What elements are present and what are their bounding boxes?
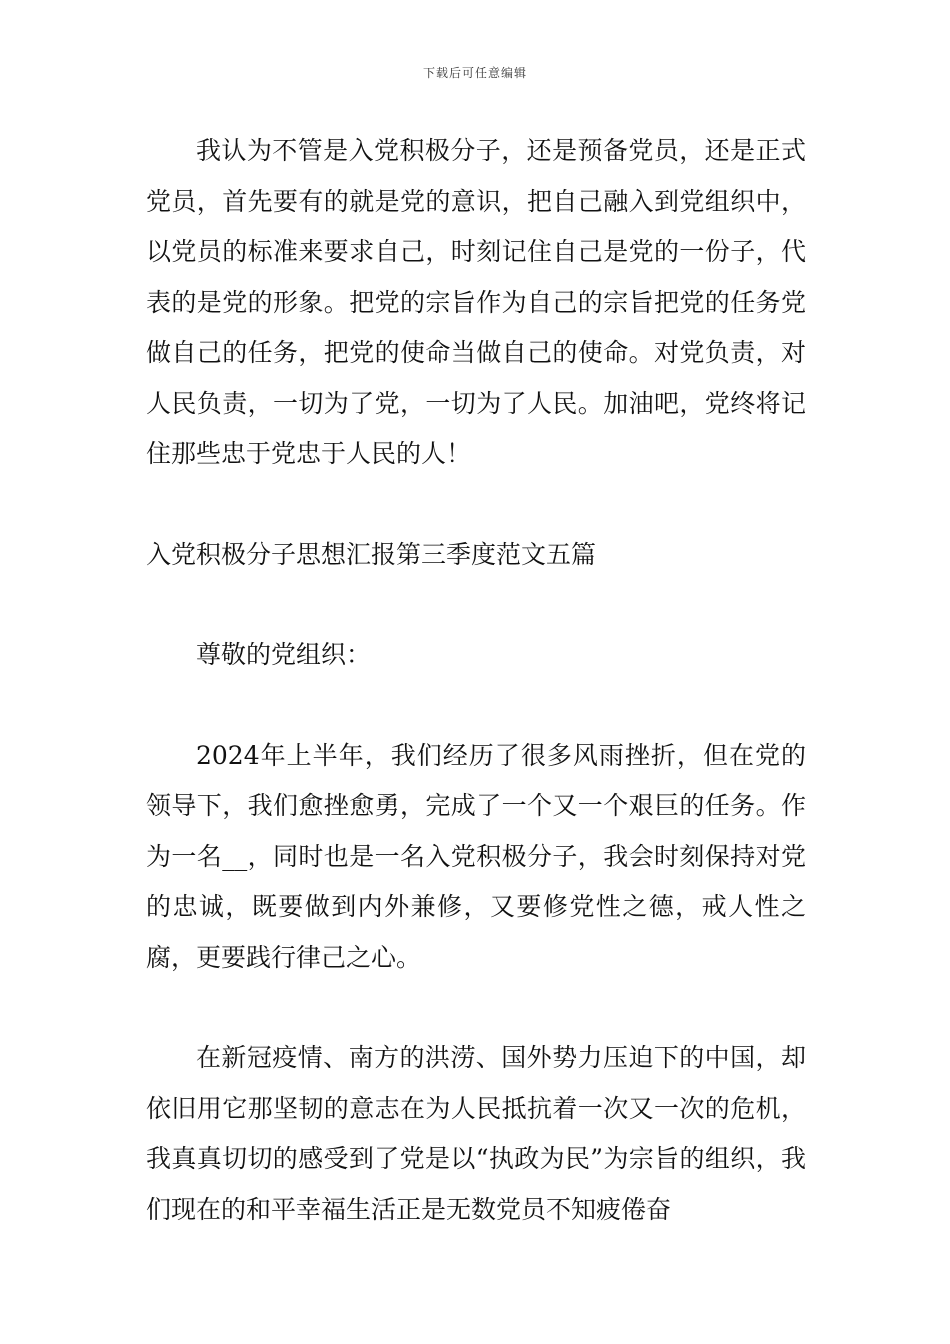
document-body: [146, 126, 806, 1235]
paragraph-spacer: [146, 983, 806, 1033]
paragraph-spacer: [146, 480, 806, 530]
paragraph-first-half-year: 2024年上半年，我们经历了很多风雨挫折，但在党的领导下，我们愈挫愈勇，完成了一个又一个艰巨的任务。作为一名__，同时也是一名入党积极分子，我会时刻保持对党的忠诚，既要做到内外兼修，又要修党性之德，戒人性之腐，更要践行律己之心。: [146, 740, 806, 972]
page-header: 下载后可任意编辑: [422, 66, 527, 80]
paragraph-spacer: [146, 580, 806, 630]
paragraph-pandemic-and-floods: 在新冠疫情、南方的洪涝、国外势力压迫下的中国，却依旧用它那坚韧的意志在为人民抵抗着一次又一次的危机，我真真切切的感受到了党是以“执政为民”为宗旨的组织，我们现在的和平幸福生活正是无数党员不知疲倦奋: [146, 1043, 806, 1224]
section-title: 入党积极分子思想汇报第三季度范文五篇: [146, 539, 597, 569]
paragraph-party-awareness: 我认为不管是入党积极分子，还是预备党员，还是正式党员，首先要有的就是党的意识，把自己融入到党组织中，以党员的标准来要求自己，时刻记住自己是党的一份子，代表的是党的形象。把党的宗旨作为自己的宗旨把党的任务党做自己的任务，把党的使命当做自己的使命。对党负责，对人民负责，一切为了党，一切为了人民。加油吧，党终将记住那些忠于党忠于人民的人！: [146, 136, 806, 468]
salutation: 尊敬的党组织：: [196, 640, 372, 669]
paragraph-spacer: [146, 681, 806, 731]
